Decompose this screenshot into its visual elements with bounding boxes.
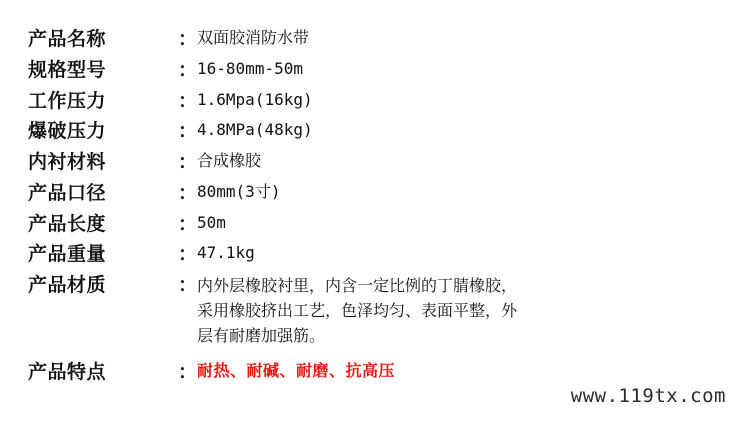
material-line: 层有耐磨加强筋。	[197, 325, 326, 345]
table-row	[28, 90, 517, 121]
spec-value: 合成橡胶	[197, 151, 262, 170]
spec-separator: ：	[178, 151, 198, 173]
table-row	[28, 151, 517, 182]
table-row	[28, 28, 517, 59]
spec-separator: ：	[178, 181, 198, 204]
table-row-feature	[28, 355, 517, 392]
table-row-material	[28, 274, 517, 355]
spec-value: 16-80mm-50m	[197, 58, 303, 78]
table-row	[28, 59, 517, 90]
spec-separator: ：	[178, 28, 198, 50]
spec-value: 80mm(3寸)	[197, 181, 281, 201]
feature-separator: ：	[178, 361, 198, 384]
spec-label: 内衬材料	[28, 151, 107, 173]
spec-label: 产品名称	[28, 28, 107, 50]
spec-value-material	[197, 274, 517, 355]
spec-separator: ：	[178, 274, 198, 296]
spec-separator: ：	[178, 212, 198, 235]
spec-label: 产品口径	[28, 181, 107, 204]
spec-value: 47.1kg	[197, 243, 255, 263]
specification-table	[28, 28, 517, 392]
material-line: 采用橡胶挤出工艺，色泽均匀、表面平整，外	[197, 300, 518, 320]
spec-value: 双面胶消防水带	[197, 28, 310, 47]
spec-label: 产品材质	[28, 274, 107, 296]
spec-label: 产品重量	[28, 243, 107, 266]
table-row	[28, 243, 517, 274]
spec-separator: ：	[178, 89, 198, 112]
spec-value: 1.6Mpa(16kg)	[197, 89, 313, 109]
spec-separator: ：	[178, 243, 198, 266]
feature-label: 产品特点	[28, 361, 107, 384]
table-row	[28, 120, 517, 151]
feature-value: 耐热、耐碱、耐磨、抗高压	[197, 361, 396, 381]
table-row	[28, 213, 517, 244]
spec-label: 工作压力	[28, 89, 107, 112]
spec-value: 50m	[197, 212, 226, 232]
spec-value: 4.8MPa(48kg)	[197, 120, 313, 140]
spec-label: 产品长度	[28, 212, 107, 235]
spec-label: 规格型号	[28, 58, 107, 81]
specification-table-body	[28, 28, 517, 392]
spec-label: 爆破压力	[28, 120, 107, 143]
spec-separator: ：	[178, 120, 198, 143]
table-row	[28, 182, 517, 213]
watermark-url: www.119tx.com	[570, 385, 726, 407]
spec-separator: ：	[178, 58, 198, 81]
material-line: 内外层橡胶衬里，内含一定比例的丁腈橡胶，	[197, 276, 518, 295]
